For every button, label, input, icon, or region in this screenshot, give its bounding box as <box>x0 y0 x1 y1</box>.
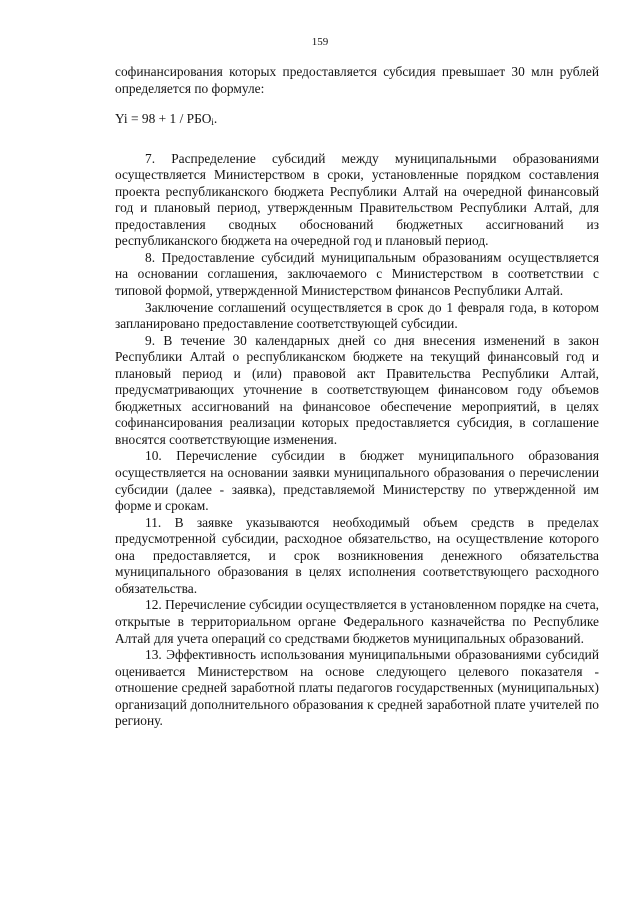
formula-tail: . <box>213 111 218 127</box>
paragraph-agreement-deadline: Заключение соглашений осуществляется в срок до 1 февраля года, в котором запланировано предоставление соответствующей субсидии. <box>115 299 599 332</box>
paragraph-7: 7. Распределение субсидий между муниципальными образованиями осуществляется Министерством в сроки, установленные порядком составления проекта республиканского бюджета Республики Алтай на очередной финансовый год и плановый период, утвержденным Правительством Республики Алтай, для предоставления сводных обоснований бюджетных ассигнований из республиканского бюджета на очередной год и плановый период. <box>115 150 599 249</box>
paragraph-10: 10. Перечисление субсидии в бюджет муниципального образования осуществляется на основании заявки муниципального образования о перечислении субсидии (далее - заявка), представляемой Министерству по утвержденной им форме и срокам. <box>115 448 599 514</box>
paragraph-11: 11. В заявке указываются необходимый объем средств в пределах предусмотренной субсидии, расходное обязательство, на осуществление которого она предоставляется, и срок возникновения денежного обязательства муниципального образования в целях исполнения соответствующего расходного обязательства. <box>115 514 599 596</box>
paragraph-13: 13. Эффективность использования муниципальными образованиями субсидий оценивается Министерством на основе следующего целевого показателя - отношение средней заработной платы педагогов государственных (муниципальных) организаций дополнительного образования к средней заработной плате учителей по региону. <box>115 647 599 729</box>
intro-paragraph: софинансирования которых предоставляется субсидия превышает 30 млн рублей определяется по формуле: <box>115 64 599 96</box>
formula <box>115 111 599 131</box>
paragraph-8: 8. Предоставление субсидий муниципальным образованиям осуществляется на основании соглашения, заключаемого с Министерством в соответствии с типовой формой, утвержденной Министерством финансов Республики Алтай. <box>115 249 599 299</box>
paragraph-9: 9. В течение 30 календарных дней со дня внесения изменений в закон Республики Алтай о республиканском бюджете на текущий финансовый год и плановый период и (или) правовой акт Правительства Республики Алтай, предусматривающих уточнение в соответствующем финансовом году объемов бюджетных ассигнований на финансовое обеспечение мероприятий, в целях софинансирования реализации которых предоставляется субсидия, в соглашение вносятся соответствующие изменения. <box>115 332 599 447</box>
page-number: 159 <box>311 36 329 48</box>
document-body <box>115 64 599 730</box>
formula-subscript: i <box>211 117 214 128</box>
formula-main: Yi = 98 + 1 / РБО <box>115 111 212 127</box>
paragraph-12: 12. Перечисление субсидии осуществляется в установленном порядке на счета, открытые в территориальном органе Федерального казначейства по Республике Алтай для учета операций со средствами бюджетов муниципальных образований. <box>115 597 599 646</box>
